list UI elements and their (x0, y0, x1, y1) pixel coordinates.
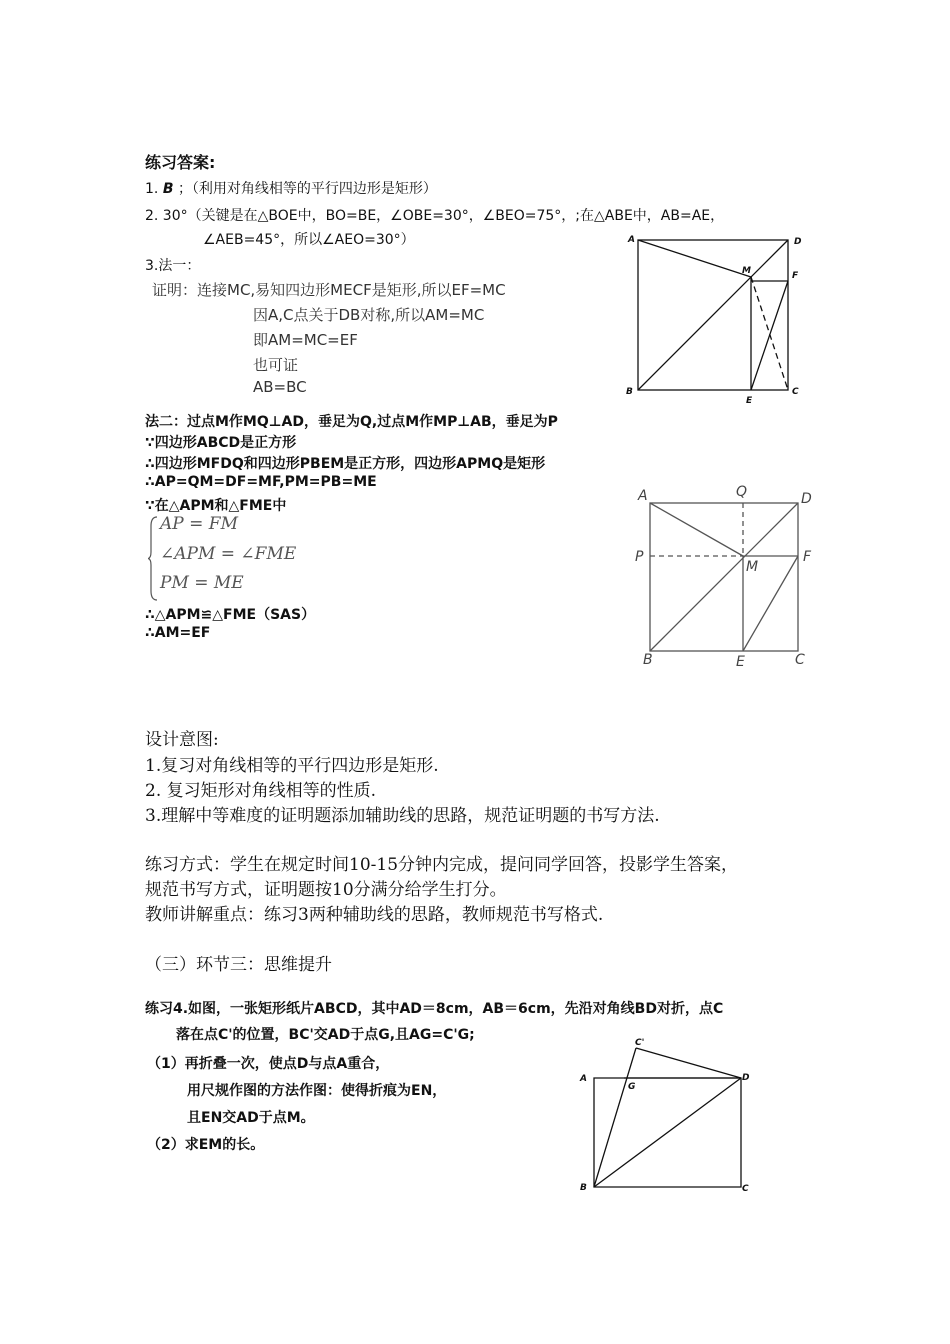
practice-line: 规范书写方式，证明题按10分满分给学生打分。 (145, 880, 507, 900)
system-equation: AP = FM (160, 514, 238, 534)
design-item: 1.复习对角线相等的平行四边形是矩形. (145, 756, 439, 776)
answer-1-num: 1. (145, 181, 159, 197)
figure-square-method1 (620, 228, 820, 408)
label-d: D (794, 237, 802, 247)
exercise4-line: 练习4.如图，一张矩形纸片ABCD，其中AD＝8cm，AB＝6cm，先沿对角线BD对折，点C (145, 1001, 724, 1017)
label-m: M (742, 266, 751, 276)
label-c: C (742, 1184, 749, 1194)
label-p: P (635, 549, 644, 565)
answer-1-choice: B (162, 181, 174, 197)
method2-conclusion: ∴△APM≌△FME（SAS） (145, 607, 316, 623)
figure-square-method2 (628, 480, 828, 670)
method1-line: AB=BC (253, 378, 307, 396)
teacher-focus-line: 教师讲解重点：练习3两种辅助线的思路，教师规范书写格式. (145, 905, 604, 925)
method1-line: 证明：连接MC,易知四边形MECF是矩形,所以EF=MC (152, 281, 506, 299)
method2-line: ∵在△APM和△FME中 (145, 498, 287, 514)
segment-am (650, 503, 743, 556)
method2-conclusion: ∴AM=EF (145, 625, 211, 641)
method1-line: 也可证 (253, 356, 299, 374)
design-heading: 设计意图: (145, 730, 219, 750)
answer-1-note: ；（利用对角线相等的平行四边形是矩形） (177, 181, 437, 197)
label-m: M (746, 559, 759, 575)
label-g: G (628, 1082, 636, 1092)
exercise4-part1: （1）再折叠一次，使点D与点A重合， (147, 1056, 390, 1072)
label-c-prime: C' (635, 1038, 645, 1048)
label-f: F (803, 549, 812, 565)
label-c: C (795, 652, 805, 668)
answer-2-line2: ∠AEB=45°，所以∠AEO=30°） (203, 232, 415, 248)
method2-line: 法二：过点M作MQ⊥AD，垂足为Q,过点M作MP⊥AB，垂足为P (145, 414, 558, 430)
system-brace (148, 516, 158, 601)
exercise4-line: 落在点C'的位置，BC'交AD于点G,且AG=C'G; (176, 1027, 475, 1043)
diagonal-bd (638, 240, 788, 390)
label-d: D (801, 491, 812, 507)
section-3-heading: （三）环节三：思维提升 (145, 955, 332, 975)
label-c: C (792, 387, 799, 397)
answer-3-title: 3.法一： (145, 258, 201, 274)
label-d: D (742, 1073, 750, 1083)
diagonal-bd (594, 1078, 741, 1187)
label-q: Q (736, 484, 748, 500)
method2-line: ∵四边形ABCD是正方形 (145, 435, 297, 451)
method1-line: 即AM=MC=EF (253, 331, 358, 349)
exercise4-part2: （2）求EM的长。 (147, 1137, 265, 1153)
method1-line: 因A,C点关于DB对称,所以AM=MC (253, 306, 485, 324)
exercise4-part1: 且EN交AD于点M。 (187, 1110, 315, 1126)
label-e: E (746, 396, 753, 406)
label-a: A (628, 235, 635, 245)
answer-2-line1: 2. 30°（关键是在△BOE中，BO=BE，∠OBE=30°，∠BEO=75°，;在△ABE中，AB=AE， (145, 208, 725, 224)
diagonal-bd (650, 503, 798, 651)
figure-folded-rectangle (570, 1032, 770, 1200)
answer-1 (145, 178, 437, 198)
segment-bc-prime (594, 1048, 636, 1187)
practice-line: 练习方式：学生在规定时间10-15分钟内完成，提问同学回答，投影学生答案， (145, 855, 739, 875)
label-f: F (792, 271, 799, 281)
segment-c-prime-d (636, 1048, 741, 1078)
exercise4-part1: 用尺规作图的方法作图：使得折痕为EN， (187, 1083, 447, 1099)
label-b: B (626, 387, 633, 397)
label-b: B (580, 1183, 587, 1193)
label-a: A (638, 488, 648, 504)
method2-line: ∴四边形MFDQ和四边形PBEM是正方形，四边形APMQ是矩形 (145, 456, 546, 472)
answers-heading: 练习答案: (145, 153, 216, 172)
system-equation: ∠APM = ∠FME (160, 544, 297, 564)
design-item: 3.理解中等难度的证明题添加辅助线的思路，规范证明题的书写方法. (145, 806, 660, 826)
system-equation: PM = ME (160, 573, 244, 593)
design-item: 2. 复习矩形对角线相等的性质. (145, 781, 377, 801)
label-a: A (580, 1074, 587, 1084)
label-e: E (736, 654, 745, 670)
label-b: B (643, 652, 653, 668)
method2-line: ∴AP=QM=DF=MF,PM=PB=ME (145, 474, 377, 490)
segment-am (638, 240, 751, 277)
